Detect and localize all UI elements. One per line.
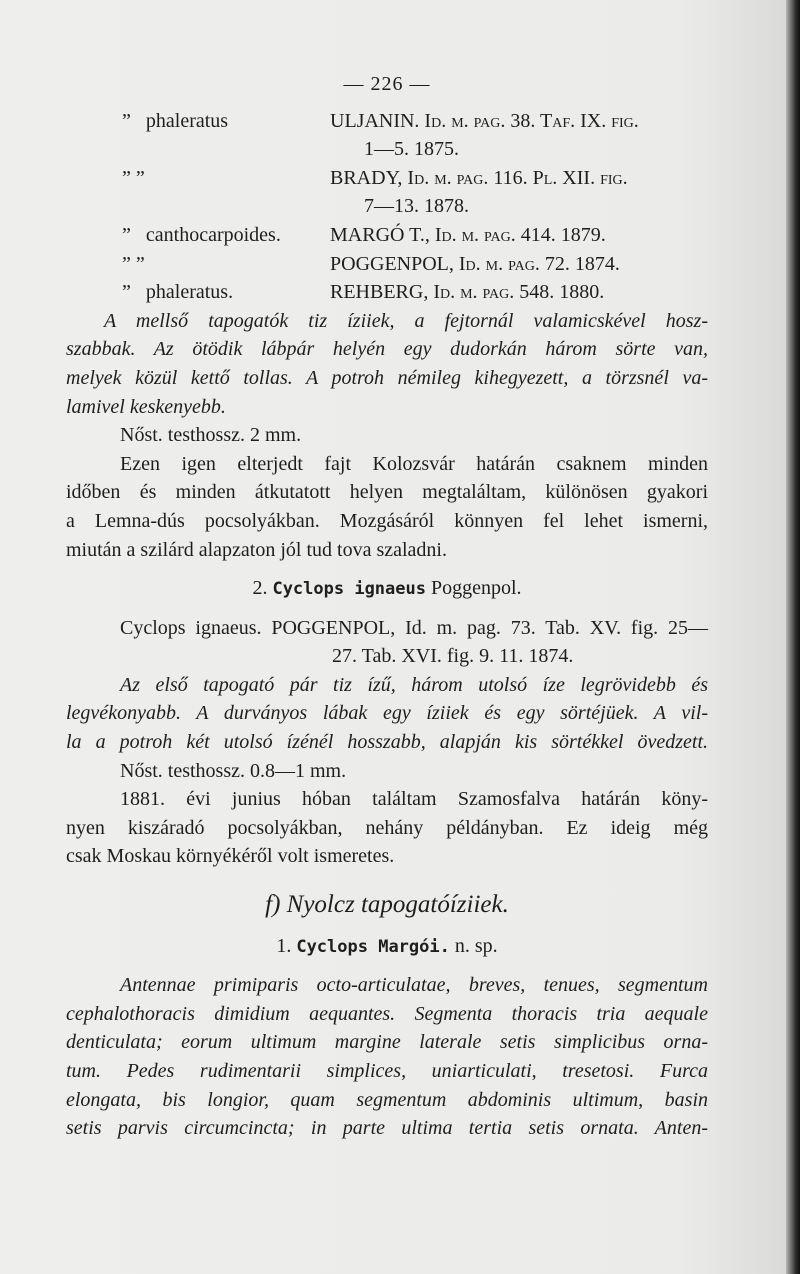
ref-line: ” canthocarpoides. MARGÓ T., Id. m. pag. 414. 1879. bbox=[122, 223, 606, 246]
ref-line: ” ” POGGENPOL, Id. m. pag. 72. 1874. bbox=[122, 252, 620, 275]
section-heading-f: f) Nyolcz tapogatóíziiek. bbox=[265, 891, 509, 919]
ref-line: ” phaleratus. REHBERG, Id. m. pag. 548. 1880. bbox=[122, 281, 605, 304]
description-a: A mellső tapogatók tiz íziiek, a fejtornál valamicskével hosz- szabbak. Az ötödik lábpár helyén egy dudorkán három sörte van, melyek közül kettő tollas. A potroh némileg kihegyezett, a törzsnél va- lamivel keskenyebb. bbox=[66, 309, 708, 418]
ref-line: 1—5. 1875. bbox=[364, 138, 459, 161]
paragraph-b: 1881. évi junius hóban találtam Szamosfalva határán köny- nyen kiszáradó pocsolyákban, nehány példányban. Ez ideig még csak Moskau környékéről volt ismeretes. bbox=[66, 788, 708, 868]
body-size-b: Nőst. testhossz. 0.8—1 mm. bbox=[120, 759, 347, 782]
ref-line: ” phaleratus ULJANIN. Id. m. pag. 38. Taf. IX. fig. bbox=[122, 109, 639, 132]
page-number: — 226 — bbox=[343, 73, 431, 95]
page-text bbox=[66, 70, 708, 1143]
latin-diagnosis: Antennae primiparis octo-articulatae, breves, tenues, segmentum cephalothoracis dimidium aequantes. Segmenta thoracis tria aequale denticulata; eorum ultimum margine laterale setis simplicibus orna- tum. Pedes rudimentarii simplices, uniarticulati, tresetosi. Furca elongata, bis longior, quam segmentum abdominis ultimum, basin setis parvis circumcincta; in parte ultima tertia setis ornata. Anten- bbox=[66, 974, 708, 1140]
synonymy-list-a bbox=[66, 107, 708, 307]
reference-b: Cyclops ignaeus. POGGENPOL, Id. m. pag. 73. Tab. XV. fig. 25— 27. Tab. XVI. fig. 9. 11. 1874. bbox=[120, 616, 708, 668]
description-b: Az első tapogató pár tiz ízű, három utolsó íze legrövidebb és legvékonyabb. A durványos lábak egy íziiek és egy sörtéjüek. A vil- la a potroh két utolsó ízénél hosszabb, alapján kis sörtékkel övedzett. bbox=[66, 673, 708, 754]
species-heading-1: 1. Cyclops Margói. n. sp. bbox=[276, 934, 498, 957]
body-size-a: Nőst. testhossz. 2 mm. bbox=[120, 424, 302, 447]
ref-line: ” ” BRADY, Id. m. pag. 116. Pl. XII. fig. bbox=[122, 166, 628, 189]
page-edge-shadow bbox=[786, 0, 800, 1274]
paragraph-a: Ezen igen elterjedt fajt Kolozsvár határán csaknem minden időben és minden átkutatott helyen megtaláltam, különösen gyakori a Lemna-dús pocsolyákban. Mozgásáról könnyen fel lehet ismerni, miután a szilárd alapzaton jól tud tova szaladni. bbox=[66, 452, 708, 561]
ref-line: 7—13. 1878. bbox=[364, 195, 469, 218]
species-heading-2: 2. Cyclops ignaeus Poggenpol. bbox=[252, 577, 522, 600]
